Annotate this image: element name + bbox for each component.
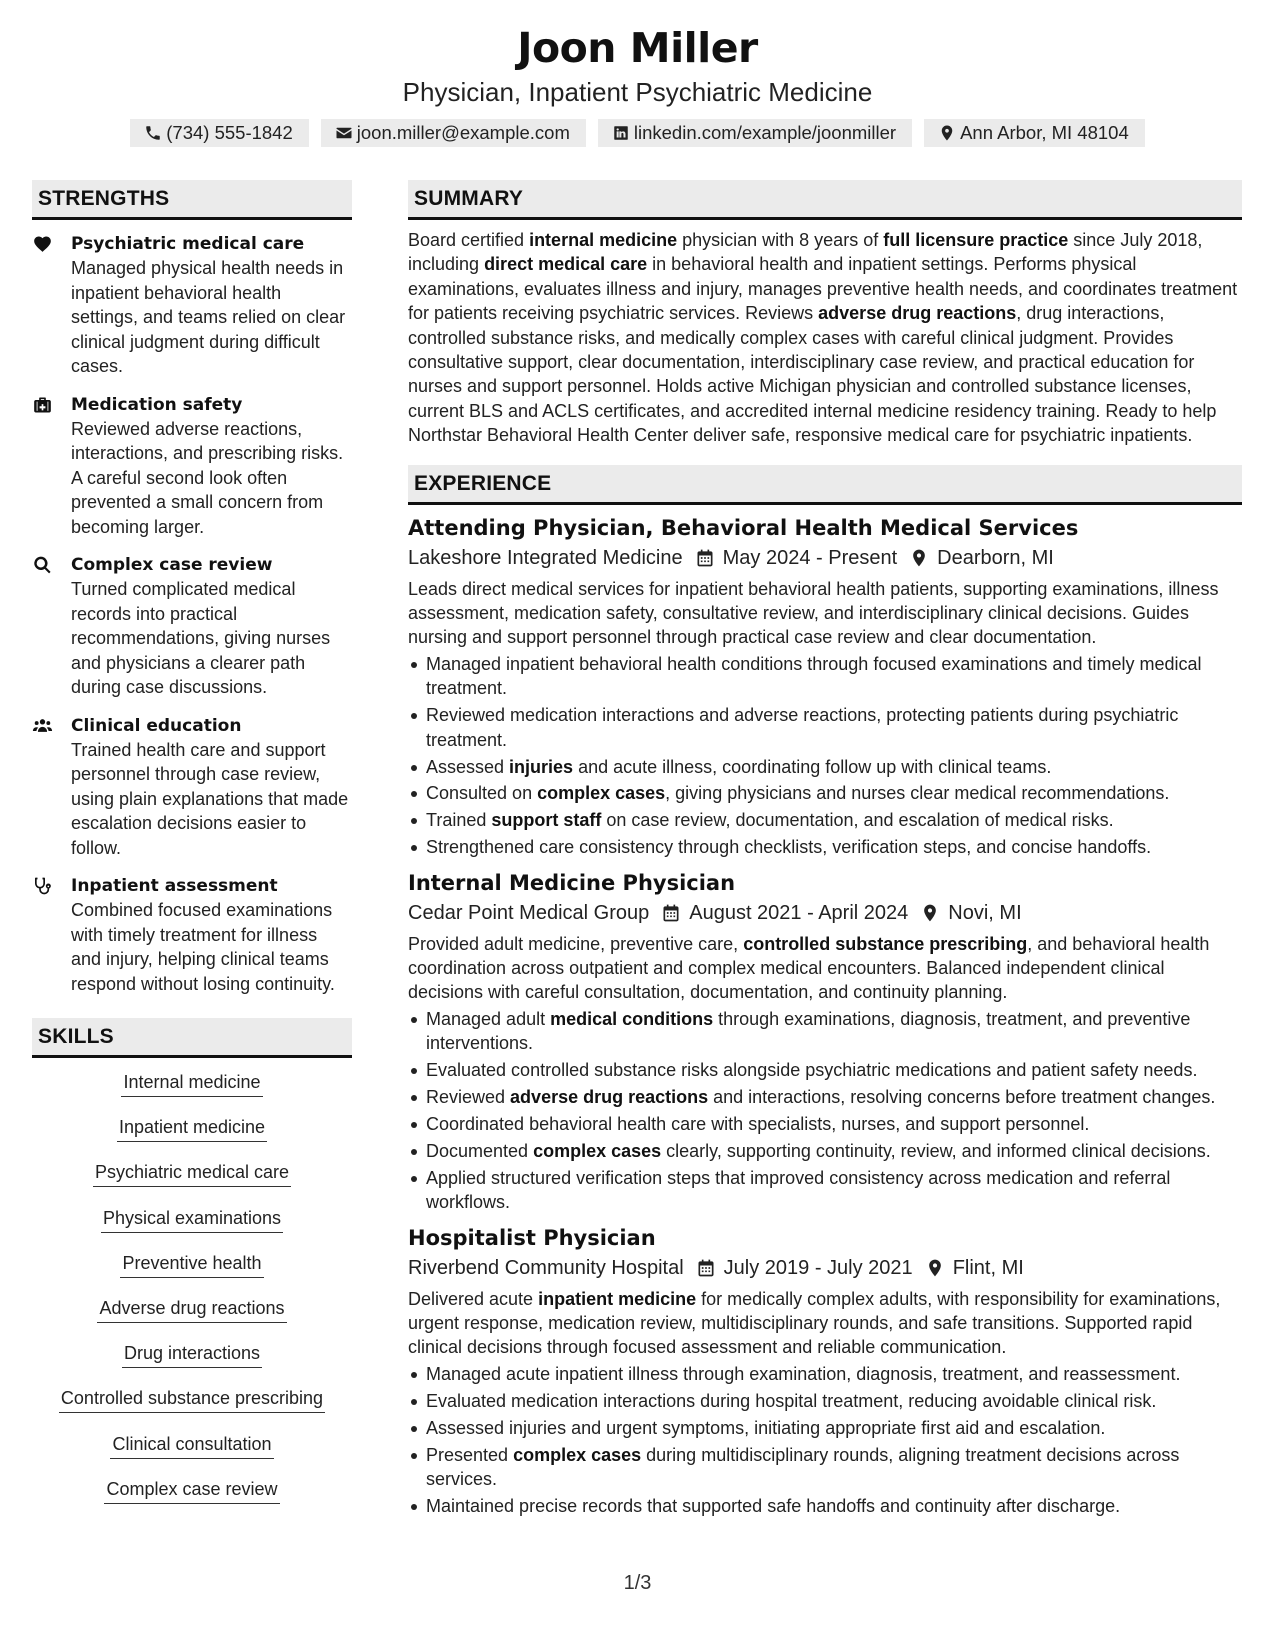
job-location: Flint, MI	[952, 1256, 1024, 1279]
bullet-item	[408, 1443, 1242, 1492]
bullet-item	[408, 652, 1242, 701]
job-company: Cedar Point Medical Group	[408, 901, 650, 924]
bullet-item	[408, 781, 1242, 805]
bullet-item	[408, 1112, 1242, 1136]
skill-tag: Psychiatric medical care	[93, 1160, 291, 1187]
email-icon	[335, 124, 353, 142]
text-run: , drug interactions, controlled substance risks, and medically complex cases with careful clinical judgment. Provides consultative support, clear documentation, interdisciplinary case review, and practical education for nurses and support personnel. Holds active Michigan physician and controlled substance licenses, current BLS and ACLS certificates, and accredited internal medicine residency training. Ready to help Northstar Behavioral Health Center deliver safe, responsive medical care for psychiatric inpatients.	[408, 303, 1217, 446]
contact-bar	[0, 119, 1275, 147]
bullet-item	[408, 835, 1242, 859]
skill-tag: Preventive health	[120, 1251, 263, 1278]
text-run: and interactions, resolving concerns before treatment changes.	[708, 1087, 1216, 1108]
strength-title: Inpatient assessment	[71, 876, 278, 896]
text-run: Evaluated medication interactions during hospital treatment, reducing avoidable clinical risk.	[426, 1390, 1157, 1411]
job-dates: July 2019 - July 2021	[723, 1256, 913, 1279]
skills-heading: SKILLS	[32, 1018, 352, 1058]
job-location: Dearborn, MI	[937, 546, 1054, 569]
contact-linkedin[interactable]	[598, 119, 912, 147]
text-run: Consulted on	[426, 783, 538, 804]
skill-tag: Adverse drug reactions	[97, 1296, 286, 1323]
strength-item	[32, 393, 352, 540]
emphasis-text: inpatient medicine	[538, 1288, 697, 1309]
heart-icon	[32, 234, 54, 254]
bullet-item	[408, 1362, 1242, 1386]
text-run: Maintained precise records that supported safe handoffs and continuity after discharge.	[426, 1495, 1121, 1516]
strength-title: Medication safety	[71, 394, 243, 415]
resume-header	[0, 0, 1275, 147]
emphasis-text: full licensure practice	[883, 230, 1069, 250]
bullet-item	[408, 755, 1242, 779]
phone-icon	[144, 124, 162, 142]
text-run: clearly, supporting continuity, review, and informed clinical decisions.	[661, 1140, 1211, 1161]
contact-email-text: joon.miller@example.com	[356, 122, 570, 143]
strength-description: Managed physical health needs in inpatient behavioral health settings, and teams relied on clear clinical judgment during difficult cases.	[71, 258, 346, 376]
emphasis-text: complex cases	[513, 1444, 642, 1465]
bullet-item	[408, 1389, 1242, 1413]
right-column	[408, 180, 1242, 1526]
text-run: Strengthened care consistency through checklists, verification steps, and concise handoffs.	[426, 837, 1152, 858]
skill-tag: Clinical consultation	[110, 1432, 273, 1459]
page-number: 1/3	[623, 1572, 652, 1594]
location-icon	[938, 124, 956, 142]
skill-tag: Drug interactions	[122, 1341, 262, 1368]
experience-heading: EXPERIENCE	[408, 465, 1242, 505]
bullet-item	[408, 1058, 1242, 1082]
job-meta	[408, 543, 1242, 573]
text-run: Managed inpatient behavioral health conditions through focused examinations and timely medical treatment.	[426, 653, 1202, 699]
text-run: since July 2018, including	[408, 230, 1203, 275]
job-company: Riverbend Community Hospital	[408, 1256, 684, 1279]
job-bullets	[408, 1362, 1242, 1518]
bullet-item	[408, 1494, 1242, 1518]
skill-tag: Complex case review	[104, 1477, 279, 1504]
text-run: Provided adult medicine, preventive care,	[408, 933, 744, 954]
emphasis-text: internal medicine	[529, 230, 678, 250]
location-icon	[909, 548, 929, 568]
strength-description: Reviewed adverse reactions, interactions, and prescribing risks. A careful second look often prevented a small concern from becoming larger.	[71, 418, 344, 537]
strength-title: Clinical education	[71, 715, 242, 736]
text-run: during multidisciplinary rounds, aligning treatment decisions across services.	[426, 1444, 1180, 1489]
skills-list	[32, 1070, 352, 1522]
text-run: Reviewed medication interactions and adverse reactions, protecting patients during psychiatric treatment.	[426, 705, 1179, 750]
text-run: Reviewed	[426, 1087, 511, 1108]
emphasis-text: direct medical care	[484, 254, 648, 275]
text-run: Assessed	[426, 756, 510, 777]
text-run: Evaluated controlled substance risks alongside psychiatric medications and patient safety needs.	[426, 1060, 1198, 1081]
text-run: through examinations, diagnosis, treatment, and preventive interventions.	[426, 1008, 1191, 1054]
skill-tag: Inpatient medicine	[117, 1115, 267, 1142]
contact-linkedin-text: linkedin.com/example/joonmiller	[633, 122, 897, 143]
text-run: Presented	[426, 1444, 514, 1465]
strength-description: Turned complicated medical records into practical recommendations, giving nurses and physicians a clearer path during case discussions.	[71, 579, 331, 697]
text-run: , giving physicians and nurses clear medical recommendations.	[665, 783, 1170, 804]
calendar-icon	[695, 548, 715, 568]
job-location: Novi, MI	[948, 901, 1022, 924]
contact-location-text: Ann Arbor, MI 48104	[960, 122, 1129, 143]
text-run: Managed acute inpatient illness through examination, diagnosis, treatment, and reassessment.	[426, 1363, 1181, 1384]
emphasis-text: support staff	[491, 810, 602, 831]
skill-tag: Internal medicine	[121, 1070, 262, 1097]
job-title: Hospitalist Physician	[408, 1225, 656, 1250]
location-icon	[920, 903, 940, 923]
bullet-item	[408, 1416, 1242, 1440]
medkit-icon	[32, 395, 54, 415]
emphasis-text: adverse drug reactions	[510, 1087, 709, 1108]
job-title: Internal Medicine Physician	[408, 870, 736, 895]
job-description	[408, 1287, 1242, 1360]
strength-description: Trained health care and support personnel through case review, using plain explanations that made escalation decisions easier to follow.	[71, 739, 349, 858]
bullet-item	[408, 1007, 1242, 1056]
text-run: Trained	[426, 810, 492, 831]
strengths-list	[32, 232, 352, 996]
text-run: Leads direct medical services for inpatient behavioral health patients, supporting examinations, illness assessment, medication safety, consultative review, and interdisciplinary clinical decisions. Guides nursing and support personnel through practical case review and clear documentation.	[408, 578, 1219, 648]
job-bullets	[408, 1007, 1242, 1215]
text-run: and acute illness, coordinating follow up with clinical teams.	[573, 756, 1052, 777]
strength-item	[32, 714, 352, 861]
summary-heading: SUMMARY	[408, 180, 1242, 220]
users-icon	[32, 716, 54, 736]
skill-tag: Controlled substance prescribing	[59, 1386, 325, 1413]
strength-title: Psychiatric medical care	[71, 234, 305, 254]
left-column	[32, 180, 352, 1522]
contact-phone	[130, 119, 309, 147]
calendar-icon	[661, 903, 681, 923]
job-entry	[408, 868, 1242, 1215]
strength-item	[32, 874, 352, 996]
text-run: in behavioral health and inpatient settings. Performs physical examinations, evaluates illness and injury, manages preventive health needs, and coordinates treatment for patients receiving psychiatric services. Reviews	[408, 254, 1238, 324]
job-meta	[408, 898, 1242, 928]
job-entry	[408, 513, 1242, 860]
linkedin-icon	[612, 124, 630, 142]
emphasis-text: injuries	[509, 756, 574, 777]
strengths-heading: STRENGTHS	[32, 180, 352, 220]
job-dates: August 2021 - April 2024	[689, 901, 909, 924]
contact-location	[924, 119, 1145, 147]
emphasis-text: complex cases	[533, 1140, 662, 1161]
job-title: Attending Physician, Behavioral Health Medical Services	[408, 515, 1079, 540]
job-meta	[408, 1253, 1242, 1283]
strength-title: Complex case review	[71, 555, 273, 575]
text-run: Managed adult	[426, 1008, 551, 1029]
summary-text	[408, 228, 1242, 448]
text-run: , and behavioral health coordination across outpatient and complex medical encounters. Balanced independent clinical decisions with careful consultation, documentation, and continuity planning.	[408, 933, 1210, 1003]
text-run: on case review, documentation, and escalation of medical risks.	[601, 810, 1114, 831]
job-bullets	[408, 652, 1242, 860]
bullet-item	[408, 808, 1242, 832]
text-run: Documented	[426, 1140, 534, 1161]
bullet-item	[408, 1085, 1242, 1109]
contact-phone-text: (734) 555-1842	[166, 122, 293, 143]
text-run: Board certified	[408, 230, 530, 250]
contact-email[interactable]	[321, 119, 586, 147]
location-icon	[925, 1258, 945, 1278]
job-description	[408, 932, 1242, 1005]
emphasis-text: controlled substance prescribing	[743, 933, 1028, 954]
job-entry	[408, 1223, 1242, 1519]
text-run: Applied structured verification steps that improved consistency across medication and referral workflows.	[426, 1167, 1171, 1213]
text-run: Assessed injuries and urgent symptoms, initiating appropriate first aid and escalation.	[426, 1417, 1106, 1438]
text-run: physician with 8 years of	[677, 230, 884, 250]
strength-description: Combined focused examinations with timely treatment for illness and injury, helping clinical teams respond without losing continuity.	[71, 900, 335, 994]
job-dates: May 2024 - Present	[722, 546, 898, 569]
text-run: for medically complex adults, with responsibility for examinations, urgent response, medication review, multidisciplinary rounds, and safe transitions. Supported rapid clinical decisions through focused assessment and reliable communication.	[408, 1288, 1221, 1358]
text-run: Delivered acute	[408, 1288, 539, 1309]
emphasis-text: complex cases	[537, 783, 666, 804]
text-run: Coordinated behavioral health care with specialists, nurses, and support personnel.	[426, 1113, 1090, 1134]
skill-tag: Physical examinations	[101, 1206, 283, 1233]
emphasis-text: medical conditions	[550, 1008, 714, 1029]
bullet-item	[408, 1139, 1242, 1163]
stethoscope-icon	[32, 876, 54, 896]
strength-item	[32, 553, 352, 700]
search-icon	[32, 555, 54, 575]
candidate-name: Joon Miller	[517, 24, 758, 72]
job-company: Lakeshore Integrated Medicine	[408, 546, 683, 569]
bullet-item	[408, 1166, 1242, 1215]
skills-section	[32, 1018, 352, 1522]
job-description	[408, 577, 1242, 650]
emphasis-text: adverse drug reactions	[818, 303, 1017, 324]
candidate-title: Physician, Inpatient Psychiatric Medicine	[402, 77, 873, 107]
calendar-icon	[696, 1258, 716, 1278]
bullet-item	[408, 703, 1242, 752]
strength-item	[32, 232, 352, 379]
